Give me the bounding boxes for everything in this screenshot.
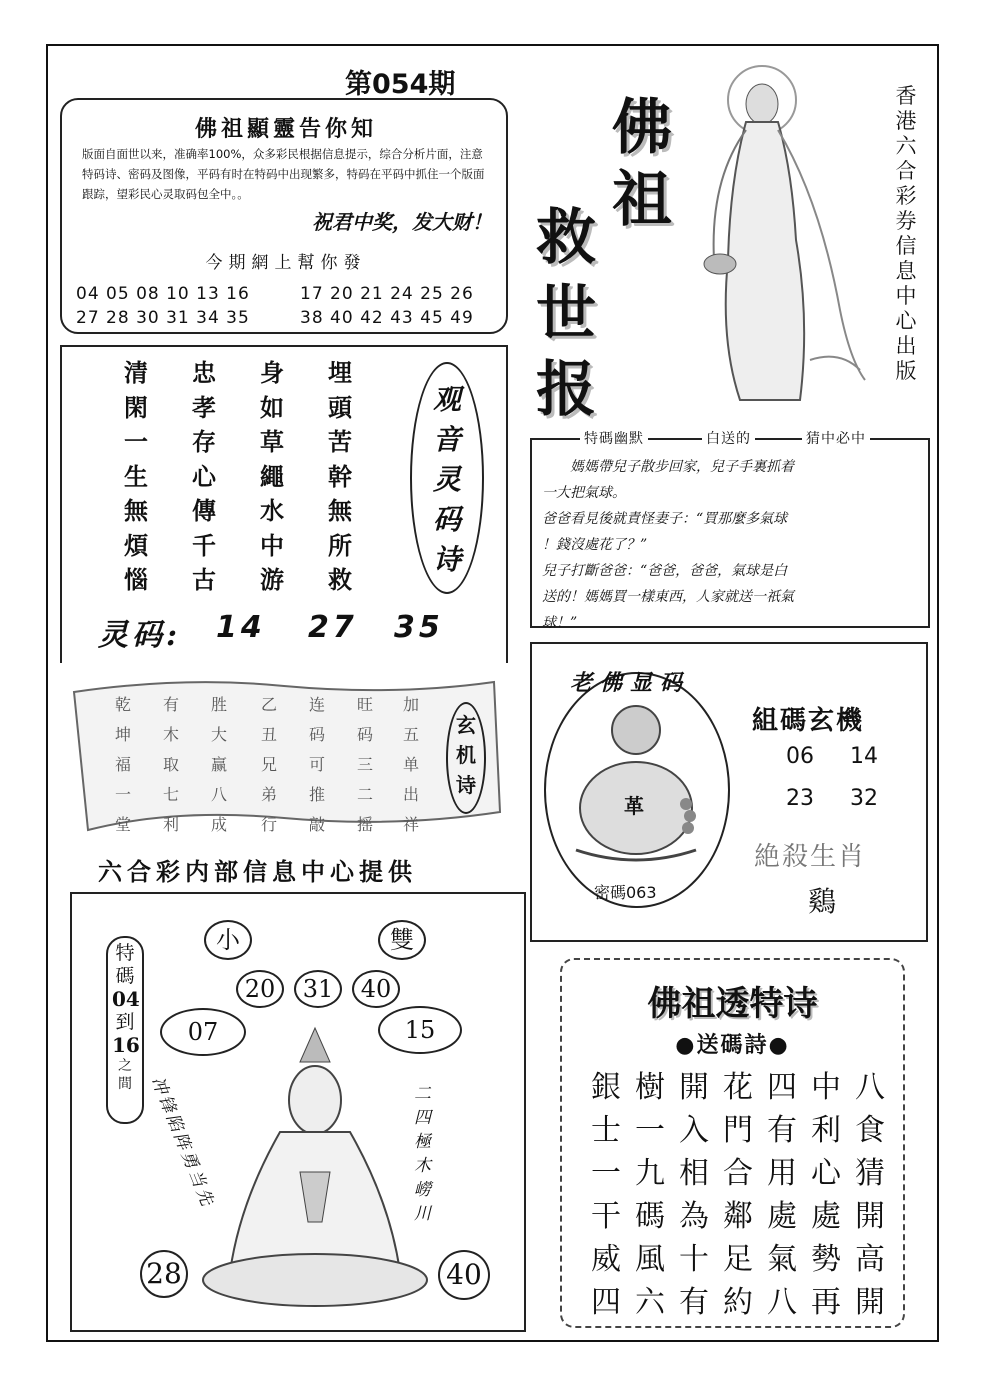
joke-line: 媽媽帶兒子散步回家，兒子手裏抓着 [542, 459, 794, 475]
poem-column-3 [252, 356, 292, 598]
numbers-left-row1: 04 05 08 10 13 16 [76, 284, 250, 304]
scroll-char: 单 [402, 755, 419, 774]
song-char: 再 [811, 1285, 841, 1320]
scroll-column-4 [254, 690, 284, 840]
double-circle: 雙 [378, 920, 426, 960]
song-char: 四 [591, 1285, 621, 1320]
intro-subtitle: 今期網上幫你發 [205, 253, 367, 273]
song-char: 銀 [591, 1070, 621, 1105]
scroll-char: 坤 [114, 725, 131, 744]
poem-title-char: 音 [432, 423, 461, 456]
title-char-5: 报 [536, 355, 596, 425]
scroll-char: 乾 [114, 695, 131, 714]
secret-code: 密碼063 [594, 883, 657, 902]
number-circle-40-bottom: 40 [438, 1250, 490, 1300]
song-char: 八 [767, 1285, 797, 1320]
scroll-char: 有 [162, 695, 179, 714]
scroll-char: 利 [162, 815, 179, 834]
song-char: 士 [591, 1113, 621, 1148]
poem-char: 煩 [124, 530, 148, 560]
poem-char: 埋 [328, 358, 352, 387]
scroll-title [451, 710, 481, 800]
song-char: 入 [679, 1113, 709, 1148]
joke-box [530, 431, 930, 631]
kill-zodiac-animal: 鷄 [808, 885, 837, 918]
scroll-char: 敲 [308, 815, 325, 834]
song-char: 猜 [855, 1156, 885, 1191]
poem-char: 孝 [192, 392, 216, 422]
song-column-2 [628, 1066, 672, 1324]
side-char: 彩 [895, 184, 917, 208]
poem-char: 一 [124, 427, 148, 456]
song-char: 干 [591, 1199, 621, 1234]
song-char: 氣 [767, 1242, 797, 1277]
intro-text: 版面自面世以来，准确率100%，众多彩民根据信息提示，综合分析片面，注意特码诗、密码及图像，平码有时在特码中出现繁多，特码在平码中抓住一个版面跟踪，望彩民心灵取码包全中。。 [82, 147, 485, 201]
poem-char: 惱 [124, 565, 148, 594]
poem-char: 千 [192, 530, 216, 560]
scroll-char: 胜 [210, 695, 227, 714]
scroll-char: 可 [308, 755, 325, 774]
song-char: 十 [679, 1242, 709, 1277]
lingma-number-3: 35 [394, 610, 444, 645]
song-column-5 [760, 1066, 804, 1324]
title-char-4: 世 [536, 279, 596, 349]
scroll-char: 八 [210, 785, 227, 804]
side-vertical-text [893, 84, 919, 384]
side-char: 息 [895, 259, 917, 283]
scroll-char: 五 [402, 725, 419, 744]
song-char: 四 [767, 1070, 797, 1105]
combo-number-4: 32 [850, 786, 878, 811]
intro-title: 佛祖顯靈告你知 [194, 116, 377, 142]
special-to-char: 到 [115, 1011, 135, 1033]
song-char: 處 [811, 1199, 841, 1234]
song-char: 勢 [811, 1242, 841, 1277]
right-verse: 二四極木嶗川 [414, 1084, 431, 1224]
song-char: 中 [811, 1070, 841, 1105]
song-char: 有 [679, 1285, 709, 1320]
song-char: 風 [635, 1242, 665, 1277]
joke-body [542, 454, 927, 636]
side-char: 香 [895, 84, 917, 108]
song-char: 為 [679, 1199, 709, 1234]
poem-char: 心 [192, 461, 216, 491]
special-label-char: 碼 [115, 965, 135, 987]
side-char: 版 [895, 359, 917, 383]
song-char: 用 [767, 1156, 797, 1191]
scroll-column-2 [156, 690, 186, 840]
scroll-char: 成 [210, 815, 227, 834]
left-verse: 冲锋陷阵勇当先 [146, 1073, 218, 1212]
joke-header-a: 特碼幽默 [580, 428, 648, 448]
song-char: 碼 [635, 1199, 665, 1234]
poem-column-1 [116, 356, 156, 598]
scroll-char: 出 [402, 785, 419, 804]
lingma-number-1: 14 [216, 610, 266, 645]
special-end: 之間 [118, 1058, 132, 1092]
intro-wish: 祝君中奖，发大财！ [312, 210, 492, 234]
side-char: 中 [895, 284, 917, 308]
combo-number-2: 14 [850, 744, 878, 769]
intro-box [60, 98, 508, 334]
scroll-char: 堂 [114, 815, 131, 834]
poem-char: 游 [260, 565, 284, 594]
scroll-column-5 [302, 690, 332, 840]
poem-char: 苦 [328, 427, 352, 456]
poem-title-char: 灵 [432, 463, 461, 496]
scroll-char: 连 [308, 695, 325, 714]
scroll-char: 摇 [356, 815, 373, 834]
provider-line: 六合彩内部信息中心提供 [98, 857, 417, 886]
numbers-right-row2: 38 40 42 43 45 49 [300, 308, 474, 328]
poem-char: 幹 [328, 461, 352, 491]
song-char: 相 [679, 1156, 709, 1191]
scroll-char: 推 [308, 785, 325, 804]
poem-char: 身 [260, 358, 284, 387]
combo-number-1: 06 [786, 744, 814, 769]
poem-title-char: 观 [432, 383, 461, 416]
song-char: 處 [767, 1199, 797, 1234]
scroll-char: 一 [114, 785, 131, 804]
poem-char: 繩 [260, 461, 284, 491]
number-circle-28: 28 [140, 1250, 188, 1298]
poem-char: 忠 [192, 358, 216, 387]
song-column-4 [716, 1066, 760, 1324]
poem-char: 清 [124, 358, 148, 387]
song-char: 高 [855, 1242, 885, 1277]
laughing-buddha-figure [566, 700, 706, 870]
side-char: 信 [895, 234, 917, 258]
scroll-title-char: 玄 [456, 713, 476, 737]
kill-zodiac-title: 絶殺生肖 [754, 842, 867, 872]
number-ellipse-07: 07 [160, 1008, 246, 1056]
numbers-right-row1: 17 20 21 24 25 26 [300, 284, 474, 304]
song-char: 開 [855, 1285, 885, 1320]
song-column-1 [584, 1066, 628, 1324]
poem-title-char: 诗 [432, 543, 461, 576]
poem-char: 水 [260, 496, 284, 525]
special-from: 04 [112, 987, 140, 1011]
title-char-1: 佛 [612, 93, 672, 163]
poem-char: 傳 [192, 496, 216, 525]
poem-char: 生 [124, 461, 148, 491]
song-column-3 [672, 1066, 716, 1324]
side-char: 六 [895, 134, 917, 158]
scroll-char: 弟 [260, 785, 277, 804]
small-circle: 小 [204, 920, 252, 960]
poem-char: 中 [260, 530, 284, 560]
scroll-title-char: 机 [456, 743, 476, 767]
number-circle-20: 20 [236, 970, 284, 1008]
title-char-3: 救 [536, 203, 596, 273]
joke-line: 兒子打斷爸爸：“爸爸，爸爸，氣球是白 [542, 563, 788, 579]
scroll-column-3 [204, 690, 234, 840]
poem-char: 頭 [328, 392, 352, 422]
special-to: 16 [112, 1033, 140, 1057]
poem-char: 古 [192, 565, 216, 594]
joke-line: 送的！媽媽買一樣東西，人家就送一祇氣 [542, 589, 794, 605]
song-char: 合 [723, 1156, 753, 1191]
scroll-char: 旺 [356, 695, 373, 714]
joke-line: 球！” [542, 615, 578, 631]
scroll-column-6 [350, 690, 380, 840]
poem-char: 閑 [124, 392, 148, 422]
scroll-char: 行 [260, 815, 277, 834]
joke-line: ！錢沒處花了？” [542, 537, 648, 553]
poem-char: 草 [260, 427, 284, 456]
song-char: 花 [723, 1070, 753, 1105]
guanyin-seated-figure [200, 1022, 430, 1312]
scroll-char: 木 [162, 725, 179, 744]
song-char: 有 [767, 1113, 797, 1148]
song-char: 足 [723, 1242, 753, 1277]
song-char: 一 [635, 1113, 665, 1148]
number-circle-31: 31 [294, 970, 342, 1008]
scroll-char: 二 [356, 785, 373, 804]
poem-char: 如 [260, 392, 284, 422]
number-ellipse-15: 15 [378, 1006, 462, 1054]
side-char: 券 [895, 209, 917, 233]
poem-char: 無 [328, 496, 352, 525]
poem-column-2 [184, 356, 224, 598]
poem-column-4 [320, 356, 360, 598]
scroll-char: 七 [162, 785, 179, 804]
scroll-column-7 [396, 690, 426, 840]
laughing-buddha-arc-text: 老佛显码 [570, 670, 691, 696]
song-subtitle: ●送碼詩● [675, 1032, 790, 1058]
scroll-title-char: 诗 [456, 773, 476, 797]
song-char: 心 [811, 1156, 841, 1191]
title-char-2: 祖 [612, 165, 672, 235]
scroll-char: 赢 [210, 755, 227, 774]
scroll-char: 祥 [402, 815, 419, 834]
scroll-char: 乙 [260, 695, 277, 714]
guanyin-standing-figure [690, 60, 870, 410]
poem-side-title [427, 380, 467, 580]
scroll-char: 码 [308, 725, 325, 744]
joke-header-c: 猜中必中 [802, 428, 870, 448]
scroll-char: 大 [210, 725, 227, 744]
song-char: 一 [591, 1156, 621, 1191]
scroll-char: 福 [114, 755, 131, 774]
special-range-text [112, 942, 138, 1093]
song-char: 門 [723, 1113, 753, 1148]
song-char: 利 [811, 1113, 841, 1148]
lingma-number-2: 27 [308, 610, 358, 645]
joke-line: 一大把氣球。 [542, 485, 626, 501]
song-char: 六 [635, 1285, 665, 1320]
song-char: 開 [855, 1199, 885, 1234]
song-char: 九 [635, 1156, 665, 1191]
poem-char: 救 [328, 565, 352, 594]
issue-number: 第054期 [345, 69, 456, 100]
scroll-char: 码 [356, 725, 373, 744]
song-column-7 [848, 1066, 892, 1324]
laughing-buddha-belly-char: 革 [624, 794, 644, 818]
scroll-char: 加 [402, 695, 419, 714]
poem-char: 存 [192, 427, 216, 456]
combo-number-3: 23 [786, 786, 814, 811]
combo-title: 組碼玄機 [752, 706, 865, 736]
lingma-label: 灵码: [98, 618, 182, 653]
song-char: 威 [591, 1242, 621, 1277]
scroll-char: 丑 [260, 725, 277, 744]
song-char: 鄰 [723, 1199, 753, 1234]
song-char: 樹 [635, 1070, 665, 1105]
numbers-left-row2: 27 28 30 31 34 35 [76, 308, 250, 328]
poem-char: 所 [328, 530, 352, 560]
side-char: 合 [895, 159, 917, 183]
scroll-char: 取 [162, 755, 179, 774]
song-char: 八 [855, 1070, 885, 1105]
song-char: 約 [723, 1285, 753, 1320]
number-circle-40: 40 [352, 970, 400, 1008]
joke-line: 爸爸看見後就責怪妻子：“買那麼多氣球 [542, 511, 788, 527]
song-title: 佛祖透特诗 [647, 984, 818, 1024]
side-char: 港 [895, 109, 917, 133]
poem-char: 無 [124, 496, 148, 525]
special-label-char: 特 [115, 942, 135, 964]
scroll-column-1 [108, 690, 138, 840]
scroll-char: 兄 [260, 755, 277, 774]
side-char: 出 [895, 334, 917, 358]
song-column-6 [804, 1066, 848, 1324]
song-char: 開 [679, 1070, 709, 1105]
song-char: 食 [855, 1113, 885, 1148]
scroll-char: 三 [356, 755, 373, 774]
poem-title-char: 码 [432, 503, 461, 536]
side-char: 心 [895, 309, 917, 333]
joke-header-b: 白送的 [702, 428, 755, 448]
